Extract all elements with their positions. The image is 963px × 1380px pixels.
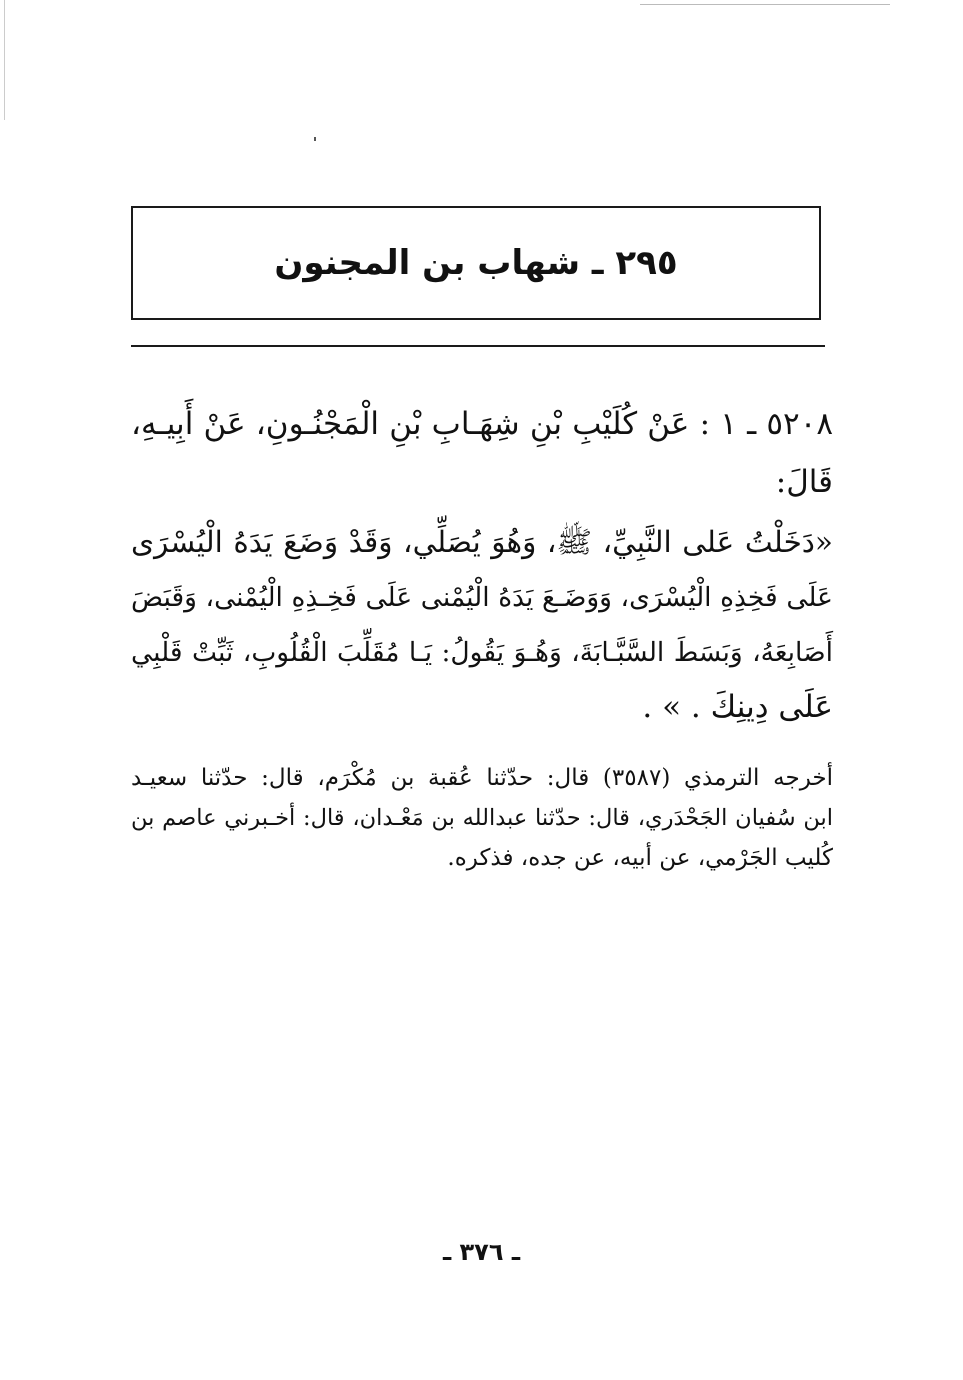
scan-artifact-dot	[314, 137, 316, 141]
takhrij-line: أخرجه الترمذي (٣٥٨٧) قال: حدّثنا عُقبة بن مُكْرَم، قال: حدّثنا سعيـد	[131, 765, 833, 791]
matn-line: أَصَابِعَهُ، وَبَسَطَ السَّبَّـابَةَ، وَهُـوَ يَقُولُ: يَـا مُقَلِّبَ الْقُلُوبِ، ثَبِّتْ قَلْبِي	[131, 637, 833, 668]
matn-line: «دَخَلْتُ عَلى النَّبِيِّ، ﷺ، وَهُوَ يُصَلِّي، وَقَدْ وَضَعَ يَدَهُ الْيُسْرَى	[131, 525, 833, 559]
chapter-heading-box	[131, 206, 821, 320]
hadith-matn	[131, 515, 833, 735]
matn-line: عَلَى فَخِذِهِ الْيُسْرَى، وَوَضَـعَ يَدَهُ الْيُمْنى عَلَى فَخِـذِهِ الْيُمْنى، وَقَبَضَ	[131, 582, 833, 613]
chapter-heading: ٢٩٥ ـ شهاب بن المجنون	[274, 243, 678, 283]
takhrij-line: كُليب الجَرْمي، عن أبيه، عن جده، فذكره.	[447, 845, 833, 871]
scan-artifact-line	[640, 4, 890, 5]
page-number: ـ ٣٧٦ ـ	[442, 1238, 521, 1266]
isnad-line: قَالَ:	[775, 464, 833, 500]
matn-line: عَلَى دِينِكَ . » .	[642, 689, 833, 725]
takhrij-note	[131, 758, 833, 878]
scan-artifact-edge	[4, 0, 5, 120]
heading-divider	[131, 345, 825, 347]
takhrij-line: ابن سُفيان الجَحْدَري، قال: حدّثنا عبدالله بن مَعْـدان، قال: أخـبرني عاصم بن	[131, 805, 833, 831]
isnad-line: ٥٢٠٨ ـ ١ : عَنْ كُلَيْبِ بْنِ شِهَـابِ بْنِ الْمَجْنُـونِ، عَنْ أَبِيـهِ،	[131, 406, 833, 442]
hadith-isnad	[131, 395, 833, 511]
